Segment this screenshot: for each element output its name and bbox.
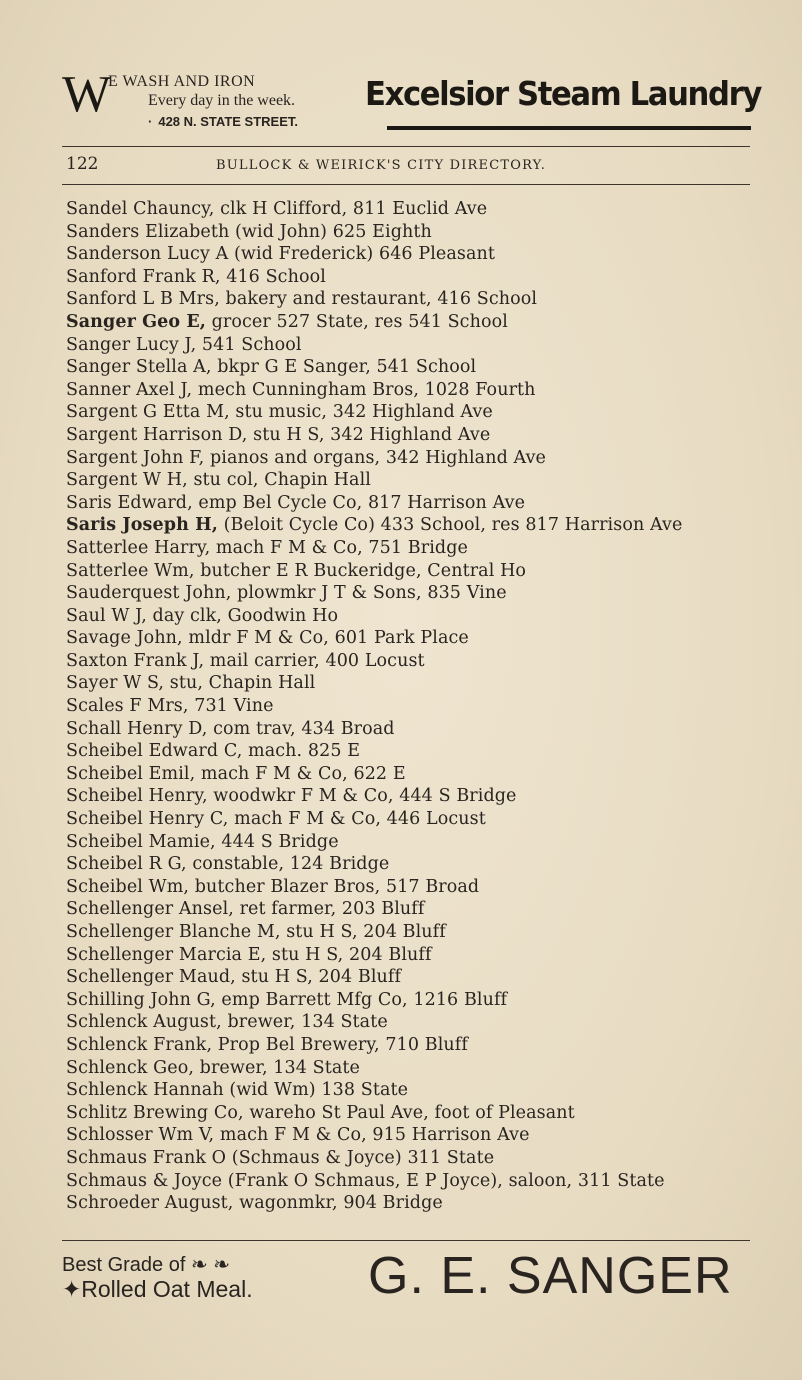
directory-entry [66, 424, 756, 447]
laundry-advertisement [62, 66, 761, 142]
entry-text: Scheibel Wm, butcher Blazer Bros, 517 Broad [66, 876, 480, 897]
laundry-business-name: Excelsior Steam Laundry [365, 74, 761, 113]
directory-entry [66, 944, 756, 967]
entry-text: Schilling John G, emp Barrett Mfg Co, 1216 Bluff [66, 989, 508, 1010]
directory-entry [66, 243, 756, 266]
directory-entry [66, 1147, 756, 1170]
directory-entry [66, 695, 756, 718]
entry-text: Scheibel Mamie, 444 S Bridge [66, 831, 339, 852]
entry-text: Schellenger Marcia E, stu H S, 204 Bluff [66, 944, 432, 965]
entry-text: Satterlee Harry, mach F M & Co, 751 Bridge [66, 537, 468, 558]
directory-entry [66, 198, 756, 221]
entry-text: Sandel Chauncy, clk H Clifford, 811 Euclid Ave [66, 199, 488, 219]
entry-text: Sanger Lucy J, 541 School [66, 334, 302, 355]
directory-entries [66, 198, 756, 1215]
entry-text: Schlenck Frank, Prop Bel Brewery, 710 Bluff [66, 1034, 468, 1055]
entry-text: Sargent W H, stu col, Chapin Hall [66, 470, 371, 491]
footer-rule [62, 1240, 750, 1241]
directory-entry [66, 447, 756, 470]
entry-text: Scheibel R G, constable, 124 Bridge [66, 854, 390, 875]
entry-text: Scales F Mrs, 731 Vine [66, 696, 274, 717]
merchant-name: G. E. SANGER [368, 1247, 733, 1305]
directory-entry [66, 288, 756, 311]
directory-entry [66, 492, 756, 515]
entry-text: Sanner Axel J, mech Cunningham Bros, 1028 Fourth [66, 379, 536, 400]
header-top-rule [62, 146, 750, 147]
entry-text: Satterlee Wm, butcher E R Buckeridge, Central Ho [66, 560, 527, 581]
entry-text: Schmaus & Joyce (Frank O Schmaus, E P Joyce), saloon, 311 State [66, 1170, 665, 1191]
directory-entry [66, 921, 756, 944]
directory-entry [66, 808, 756, 831]
ad-address: 428 N. STATE STREET. [158, 114, 299, 129]
directory-entry [66, 898, 756, 921]
entry-text: Sanders Elizabeth (wid John) 625 Eighth [66, 221, 432, 242]
entry-text: Sauderquest John, plowmkr J T & Sons, 835 Vine [66, 583, 507, 604]
entry-bold-name: Saris Joseph H, [66, 515, 218, 536]
entry-text: Sargent G Etta M, stu music, 342 Highland Ave [66, 402, 493, 423]
ad-address-line [148, 114, 298, 129]
directory-entry [66, 401, 756, 424]
directory-entry [66, 1034, 756, 1057]
entry-text: Sanford L B Mrs, bakery and restaurant, 416 School [66, 289, 538, 310]
entry-text: (Beloit Cycle Co) 433 School, res 817 Harrison Ave [217, 515, 683, 536]
entry-text: Sanderson Lucy A (wid Frederick) 646 Pleasant [66, 244, 496, 265]
ad-drop-cap: W [62, 66, 112, 123]
entry-text: Sanford Frank R, 416 School [66, 266, 326, 287]
entry-text: Schlenck Geo, brewer, 134 State [66, 1057, 360, 1078]
entry-text: Sanger Stella A, bkpr G E Sanger, 541 School [66, 357, 477, 378]
ad-wash-line: E WASH AND IRON [108, 73, 256, 90]
directory-entry [66, 1011, 756, 1034]
ad-days-line: Every day in the week. [148, 92, 296, 109]
entry-text: Savage John, mldr F M & Co, 601 Park Place [66, 628, 469, 649]
directory-entry [66, 266, 756, 289]
entry-text: Schlenck August, brewer, 134 State [66, 1012, 388, 1033]
entry-text: Saris Edward, emp Bel Cycle Co, 817 Harrison Ave [66, 492, 526, 513]
directory-entry [66, 560, 756, 583]
directory-entry [66, 1170, 756, 1193]
oatmeal-advertisement [62, 1246, 752, 1316]
directory-entry [66, 605, 756, 628]
header-bottom-rule [62, 184, 750, 185]
entry-text: Schroeder August, wagonmkr, 904 Bridge [66, 1193, 443, 1214]
directory-entry [66, 221, 756, 244]
directory-entry [66, 1192, 756, 1215]
entry-text: Sayer W S, stu, Chapin Hall [66, 673, 316, 694]
entry-text: Sargent John F, pianos and organs, 342 Highland Ave [66, 447, 547, 468]
ornament-icon: ❧ ❧ [190, 1254, 231, 1276]
ad-grade-text: Best Grade of [62, 1254, 186, 1276]
entry-text: Saxton Frank J, mail carrier, 400 Locust [66, 650, 425, 671]
entry-text: Schlitz Brewing Co, wareho St Paul Ave, foot of Pleasant [66, 1102, 575, 1123]
directory-entry [66, 627, 756, 650]
entry-text: Saul W J, day clk, Goodwin Ho [66, 605, 339, 626]
page-number: 122 [66, 154, 99, 174]
directory-entry [66, 876, 756, 899]
directory-entry [66, 853, 756, 876]
directory-entry [66, 763, 756, 786]
entry-bold-name: Sanger Geo E, [66, 311, 206, 332]
directory-entry [66, 582, 756, 605]
directory-entry [66, 1102, 756, 1125]
directory-entry [66, 379, 756, 402]
directory-entry [66, 311, 756, 334]
entry-text: Scheibel Henry, woodwkr F M & Co, 444 S Bridge [66, 786, 517, 807]
directory-entry [66, 785, 756, 808]
directory-entry [66, 966, 756, 989]
directory-entry [66, 718, 756, 741]
running-head: BULLOCK & WEIRICK'S CITY DIRECTORY. [216, 158, 547, 173]
entry-text: Schmaus Frank O (Schmaus & Joyce) 311 State [66, 1147, 495, 1168]
entry-text: Schellenger Maud, stu H S, 204 Bluff [66, 967, 402, 988]
entry-text: Scheibel Edward C, mach. 825 E [66, 741, 361, 762]
directory-entry [66, 1057, 756, 1080]
ad-product-text: Rolled Oat Meal. [81, 1276, 253, 1302]
entry-text: Schlosser Wm V, mach F M & Co, 915 Harrison Ave [66, 1125, 530, 1146]
entry-text: grocer 527 State, res 541 School [205, 311, 508, 332]
entry-text: Schlenck Hannah (wid Wm) 138 State [66, 1080, 409, 1101]
entry-text: Schellenger Blanche M, stu H S, 204 Bluff [66, 922, 446, 942]
bullet-icon: · [148, 114, 153, 129]
directory-entry [66, 831, 756, 854]
directory-entry [66, 469, 756, 492]
ad-grade-line [62, 1252, 230, 1277]
entry-text: Schellenger Ansel, ret farmer, 203 Bluff [66, 899, 425, 920]
directory-entry [66, 537, 756, 560]
directory-entry [66, 356, 756, 379]
entry-text: Schall Henry D, com trav, 434 Broad [66, 718, 395, 739]
ad-product-line [62, 1276, 253, 1303]
directory-entry [66, 1124, 756, 1147]
hand-pointer-icon: ✦ [62, 1276, 82, 1302]
directory-entry [66, 672, 756, 695]
directory-entry [66, 740, 756, 763]
entry-text: Scheibel Henry C, mach F M & Co, 446 Locust [66, 809, 486, 830]
directory-entry [66, 989, 756, 1012]
entry-text: Sargent Harrison D, stu H S, 342 Highland Ave [66, 424, 491, 445]
directory-entry [66, 650, 756, 673]
laundry-underline [387, 126, 751, 130]
directory-entry [66, 334, 756, 357]
directory-entry [66, 1079, 756, 1102]
entry-text: Scheibel Emil, mach F M & Co, 622 E [66, 763, 406, 784]
directory-entry [66, 514, 756, 537]
